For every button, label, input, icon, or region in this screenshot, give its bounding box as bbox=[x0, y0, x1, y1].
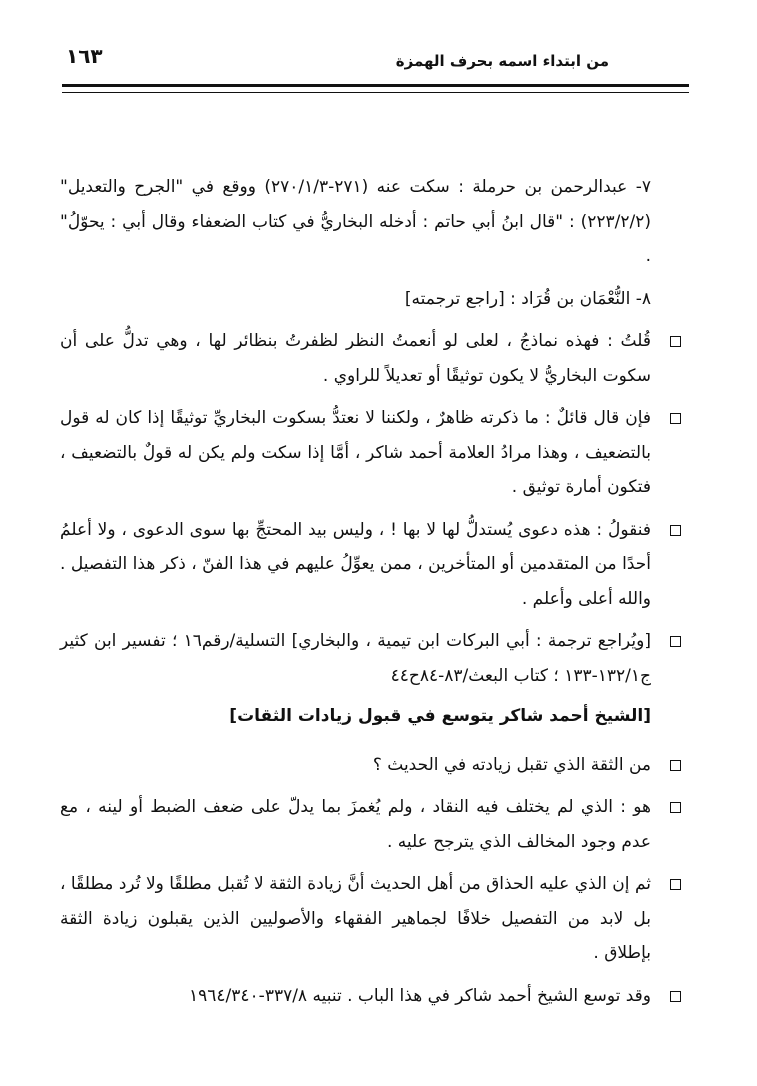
entry-8: ٨- النُّعْمَان بن قُرَاد : [راجع ترجمته] bbox=[404, 288, 651, 309]
square-bullet-icon bbox=[670, 879, 681, 890]
square-bullet-icon bbox=[670, 802, 681, 813]
page-body bbox=[60, 170, 651, 1013]
square-bullet-icon bbox=[670, 636, 681, 647]
paragraph-text: وقد توسع الشيخ أحمد شاكر في هذا الباب . تنبيه ٣٣٧/٨-١٩٦٤/٣٤٠ bbox=[189, 985, 651, 1006]
list-item bbox=[60, 401, 651, 505]
square-bullet-icon bbox=[670, 336, 681, 347]
paragraph-text: ثم إن الذي عليه الحذاق من أهل الحديث أنَّ زيادة الثقة لا تُقبل مطلقًا ولا تُرد مطلقًا ، بل لابد من التفصيل خلافًا لجماهير الفقهاء والأصوليين الذين يقبلون زيادة الثقة بإطلاق . bbox=[60, 874, 651, 963]
entry-7: ٧- عبدالرحمن بن حرملة : سكت عنه (٢٧١-٢٧٠/١/٣) ووقع في "الجرح والتعديل" (٢٢٣/٢/٢) : "قال ابنُ أبي حاتم : أدخله البخاريُّ في كتاب الضعفاء وقال أبي : يحوّلُ" . bbox=[60, 177, 651, 266]
header-rule-thin bbox=[62, 92, 689, 93]
list-item bbox=[60, 624, 651, 693]
list-item bbox=[60, 748, 651, 783]
header-rule-thick bbox=[62, 84, 689, 87]
list-item bbox=[60, 324, 651, 393]
paragraph-text: من الثقة الذي تقبل زيادته في الحديث ؟ bbox=[372, 754, 651, 775]
square-bullet-icon bbox=[670, 413, 681, 424]
paragraph-text: هو : الذي لم يختلف فيه النقاد ، ولم يُغمزَ بما يدلّ على ضعف الضبط أو لينه ، مع عدم وجود المخالف الذي يترجح عليه . bbox=[60, 797, 651, 852]
square-bullet-icon bbox=[670, 991, 681, 1002]
list-item bbox=[60, 790, 651, 859]
paragraph-text: فنقولُ : هذه دعوى يُستدلُّ لها لا بها ! ، وليس بيد المحتجِّ بها سوى الدعوى ، ولا أعلمُ أحدًا من المتقدمين أو المتأخرين ، ممن يعوِّلُ عليهم في هذا الفنّ ، ذكر هذا التفصيل . والله أعلى وأعلم . bbox=[60, 519, 651, 609]
square-bullet-icon bbox=[670, 760, 681, 771]
paragraph-text: [ويُراجع ترجمة : أبي البركات ابن تيمية ، والبخاري] التسلية/رقم١٦ ؛ تفسير ابن كثير ج١٣٢/١-١٣٣ ؛ كتاب البعث/٨٣-٨٤ح٤٤ bbox=[60, 631, 652, 686]
paragraph-text: قُلتُ : فهذه نماذجُ ، لعلى لو أنعمتُ النظر لظفرتُ بنظائر لها ، وهي تدلُّ على أن سكوت البخاريُّ لا يكون توثيقًا أو تعديلاً للراوي . bbox=[60, 331, 651, 386]
list-item bbox=[60, 513, 651, 617]
square-bullet-icon bbox=[670, 525, 681, 536]
list-item bbox=[60, 979, 651, 1014]
section-heading: [الشيخ أحمد شاكر يتوسع في قبول زيادات الثقات] bbox=[229, 706, 651, 726]
paragraph-text: فإن قال قائلٌ : ما ذكرته ظاهرٌ ، ولكننا لا نعتدُّ بسكوت البخاريِّ توثيقًا إذا كان له قول بالتضعيف ، وهذا مرادُ العلامة أحمد شاكر ، أمَّا إذا سكت ولم يكن له قولٌ بالتضعيف ، فتكون أمارة توثيق . bbox=[60, 408, 651, 497]
running-title: من ابتداء اسمه بحرف الهمزة bbox=[395, 52, 609, 70]
page-number: ١٦٣ bbox=[66, 44, 103, 68]
list-item bbox=[60, 867, 651, 971]
